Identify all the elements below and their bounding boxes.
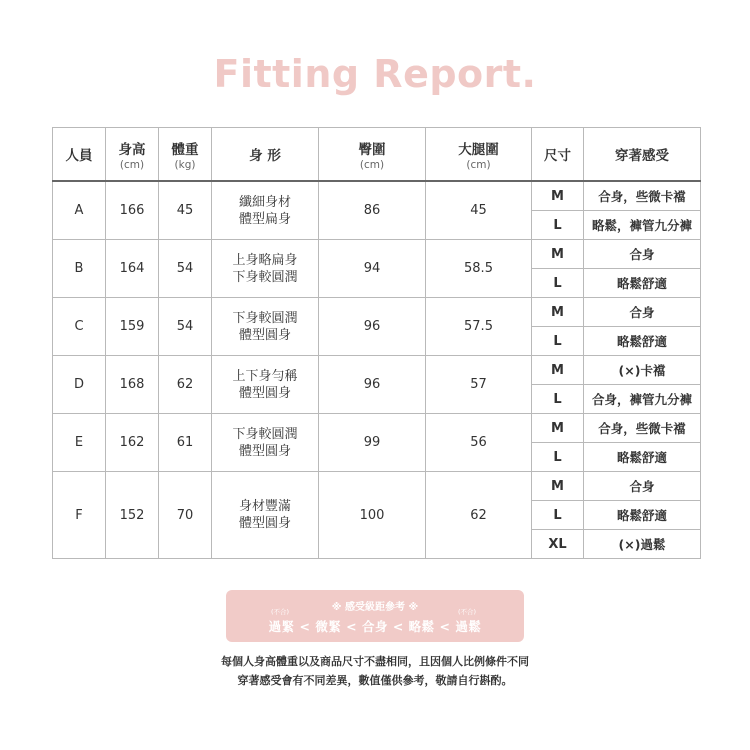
hip-cell: 99 bbox=[319, 414, 426, 472]
size-cell: XL bbox=[532, 530, 584, 559]
feel-cell: 略鬆，褲管九分褲 bbox=[584, 211, 701, 240]
hip-cell: 96 bbox=[319, 298, 426, 356]
thigh-cell: 57 bbox=[426, 356, 532, 414]
weight-cell: 61 bbox=[159, 414, 212, 472]
shape-cell: 上下身勻稱 體型圓身 bbox=[212, 356, 319, 414]
hip-cell: 100 bbox=[319, 472, 426, 559]
shape-cell: 上身略扁身 下身較圓潤 bbox=[212, 240, 319, 298]
feel-cell: (×)過鬆 bbox=[584, 530, 701, 559]
weight-cell: 62 bbox=[159, 356, 212, 414]
feel-cell: 合身 bbox=[584, 472, 701, 501]
fitting-table bbox=[52, 127, 701, 559]
feel-cell: 合身 bbox=[584, 240, 701, 269]
size-cell: M bbox=[532, 298, 584, 327]
weight-cell: 54 bbox=[159, 240, 212, 298]
legend-right-tag: (不合) bbox=[458, 608, 477, 616]
weight-cell: 70 bbox=[159, 472, 212, 559]
height-cell: 164 bbox=[106, 240, 159, 298]
shape-cell: 身材豐滿 體型圓身 bbox=[212, 472, 319, 559]
weight-cell: 45 bbox=[159, 181, 212, 240]
hip-cell: 96 bbox=[319, 356, 426, 414]
height-cell: 159 bbox=[106, 298, 159, 356]
weight-cell: 54 bbox=[159, 298, 212, 356]
legend-title: ※ 感受級距參考 ※ bbox=[331, 602, 419, 613]
disclaimer-line-1: 每個人身高體重以及商品尺寸不盡相同，且因個人比例條件不同 bbox=[221, 655, 529, 668]
page-title: Fitting Report. bbox=[213, 52, 537, 96]
size-cell: M bbox=[532, 240, 584, 269]
table-row bbox=[53, 472, 701, 501]
header-person: 人員 bbox=[53, 128, 106, 182]
header-feel: 穿著感受 bbox=[584, 128, 701, 182]
disclaimer-note bbox=[0, 652, 750, 690]
size-cell: L bbox=[532, 443, 584, 472]
thigh-cell: 57.5 bbox=[426, 298, 532, 356]
size-cell: M bbox=[532, 356, 584, 385]
hip-cell: 94 bbox=[319, 240, 426, 298]
thigh-cell: 62 bbox=[426, 472, 532, 559]
header-hip: 臀圍 (cm) bbox=[319, 128, 426, 182]
hip-cell: 86 bbox=[319, 181, 426, 240]
table-row bbox=[53, 181, 701, 211]
size-cell: L bbox=[532, 211, 584, 240]
feel-cell: 略鬆舒適 bbox=[584, 269, 701, 298]
size-cell: L bbox=[532, 501, 584, 530]
table-row bbox=[53, 356, 701, 385]
person-cell: A bbox=[53, 181, 106, 240]
feel-cell: (×)卡襠 bbox=[584, 356, 701, 385]
person-cell: E bbox=[53, 414, 106, 472]
size-cell: L bbox=[532, 327, 584, 356]
shape-cell: 下身較圓潤 體型圓身 bbox=[212, 298, 319, 356]
person-cell: B bbox=[53, 240, 106, 298]
size-cell: M bbox=[532, 472, 584, 501]
header-height: 身高 (cm) bbox=[106, 128, 159, 182]
thigh-cell: 58.5 bbox=[426, 240, 532, 298]
fit-scale-legend bbox=[226, 590, 524, 642]
header-thigh: 大腿圍 (cm) bbox=[426, 128, 532, 182]
person-cell: F bbox=[53, 472, 106, 559]
thigh-cell: 56 bbox=[426, 414, 532, 472]
height-cell: 168 bbox=[106, 356, 159, 414]
legend-left-tag: (不合) bbox=[271, 608, 290, 616]
disclaimer-line-2: 穿著感受會有不同差異，數值僅供參考，敬請自行斟酌。 bbox=[237, 674, 513, 687]
size-cell: L bbox=[532, 269, 584, 298]
thigh-cell: 45 bbox=[426, 181, 532, 240]
feel-cell: 略鬆舒適 bbox=[584, 443, 701, 472]
header-shape: 身 形 bbox=[212, 128, 319, 182]
header-weight: 體重 (kg) bbox=[159, 128, 212, 182]
person-cell: D bbox=[53, 356, 106, 414]
feel-cell: 合身 bbox=[584, 298, 701, 327]
table-row bbox=[53, 298, 701, 327]
size-cell: M bbox=[532, 414, 584, 443]
feel-cell: 略鬆舒適 bbox=[584, 501, 701, 530]
feel-cell: 合身，些微卡襠 bbox=[584, 414, 701, 443]
feel-cell: 合身，褲管九分褲 bbox=[584, 385, 701, 414]
size-cell: M bbox=[532, 181, 584, 211]
legend-scale: 過緊 < 微緊 < 合身 < 略鬆 < 過鬆 bbox=[268, 619, 482, 634]
size-cell: L bbox=[532, 385, 584, 414]
table-row bbox=[53, 414, 701, 443]
shape-cell: 纖細身材 體型扁身 bbox=[212, 181, 319, 240]
feel-cell: 合身，些微卡襠 bbox=[584, 181, 701, 211]
table-row bbox=[53, 240, 701, 269]
height-cell: 152 bbox=[106, 472, 159, 559]
header-size: 尺寸 bbox=[532, 128, 584, 182]
person-cell: C bbox=[53, 298, 106, 356]
height-cell: 166 bbox=[106, 181, 159, 240]
header-row bbox=[53, 128, 701, 182]
feel-cell: 略鬆舒適 bbox=[584, 327, 701, 356]
height-cell: 162 bbox=[106, 414, 159, 472]
shape-cell: 下身較圓潤 體型圓身 bbox=[212, 414, 319, 472]
